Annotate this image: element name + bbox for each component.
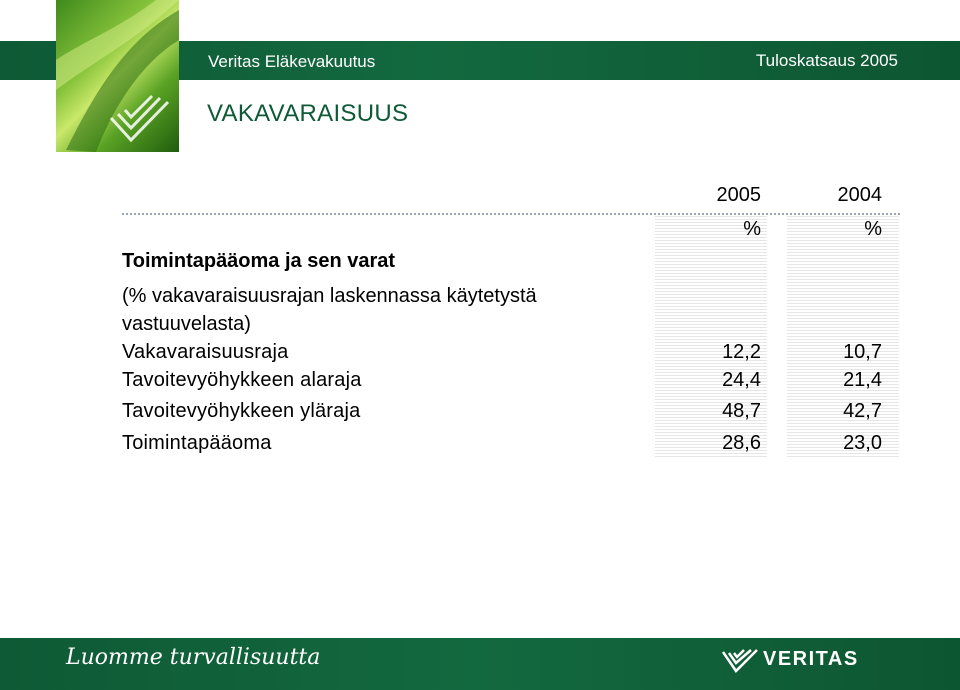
value-2005: 12,2 — [722, 341, 761, 363]
veritas-v-logo-icon — [722, 648, 758, 674]
header-divider — [122, 213, 900, 215]
table-row — [0, 341, 960, 371]
row-label: Tavoitevyöhykkeen yläraja — [122, 400, 361, 422]
value-2005: 48,7 — [722, 400, 761, 422]
column-unit-2005: % — [743, 218, 761, 240]
row-label: Toimintapääoma — [122, 432, 272, 454]
table-row — [0, 432, 960, 462]
table-row — [0, 369, 960, 399]
leaf-photo-logo — [56, 0, 179, 152]
company-name: Veritas Eläkevakuutus — [208, 52, 376, 71]
footer-slogan: Luomme turvallisuutta — [66, 645, 321, 670]
veritas-wordmark: VERITAS — [763, 648, 859, 670]
value-2004: 42,7 — [843, 400, 882, 422]
value-2005: 24,4 — [722, 369, 761, 391]
page-title: VAKAVARAISUUS — [207, 100, 409, 127]
row-label: Vakavaraisuusraja — [122, 341, 289, 363]
value-2005: 28,6 — [722, 432, 761, 454]
column-unit-2004: % — [864, 218, 882, 240]
value-2004: 10,7 — [843, 341, 882, 363]
value-2004: 21,4 — [843, 369, 882, 391]
column-year-2005: 2005 — [716, 184, 761, 206]
value-2004: 23,0 — [843, 432, 882, 454]
section-heading: Toimintapääoma ja sen varat — [122, 250, 396, 272]
section-note: (% vakavaraisuusrajan laskennassa käytetystä vastuuvelasta) — [122, 285, 537, 335]
row-label: Tavoitevyöhykkeen alaraja — [122, 369, 362, 391]
report-title: Tuloskatsaus 2005 — [755, 51, 898, 70]
column-year-2004: 2004 — [837, 184, 882, 206]
table-row — [0, 400, 960, 430]
veritas-photo-logo-icon — [56, 0, 179, 152]
